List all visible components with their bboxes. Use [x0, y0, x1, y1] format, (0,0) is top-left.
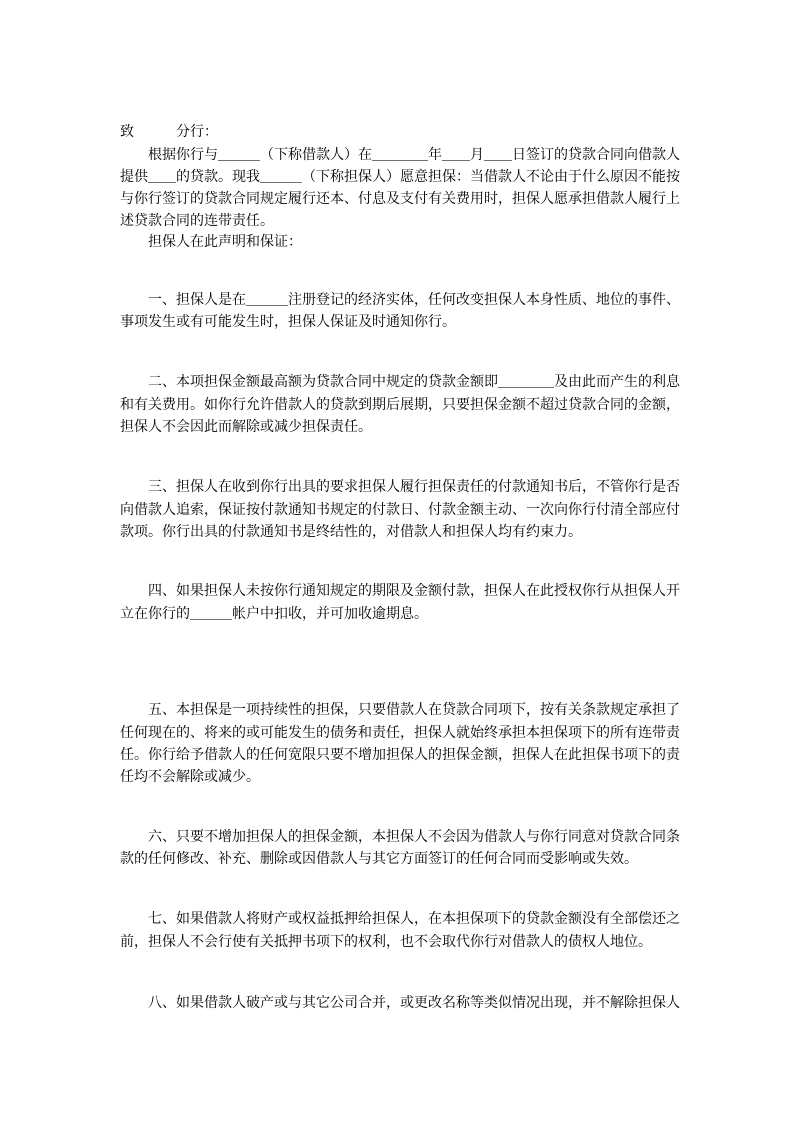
clause-4-line-2: 立在你行的＿＿＿帐户中扣收，并可加收逾期息。	[120, 606, 428, 622]
clause-2-line-3: 担保人不会因此而解除或减少担保责任。	[120, 419, 372, 435]
clause-7-line-1: 七、如果借款人将财产或权益抵押给担保人，在本担保项下的贷款金额没有全部偿还之	[148, 911, 680, 927]
clause-1-line-1: 一、担保人是在＿＿＿注册登记的经济实体，任何改变担保人本身性质、地位的事件、	[148, 292, 680, 308]
clause-5-line-2: 任何现在的、将来的或可能发生的债务和责任，担保人就始终承担本担保项下的所有连带责	[120, 725, 680, 741]
clause-8-line-1: 八、如果借款人破产或与其它公司合并，或更改名称等类似情况出现，并不解除担保人	[148, 995, 680, 1011]
clause-5-line-3: 任。你行给予借款人的任何宽限只要不增加担保人的担保金额，担保人在此担保书项下的责	[120, 747, 680, 763]
clause-3-line-1: 三、担保人在收到你行出具的要求担保人履行担保责任的付款通知书后，不管你行是否	[148, 479, 680, 495]
clause-6-line-2: 款的任何修改、补充、删除或因借款人与其它方面签订的任何合同而受影响或失效。	[120, 851, 638, 867]
clause-3-line-2: 向借款人追索，保证按付款通知书规定的付款日、付款金额主动、一次向你行付清全部应付	[120, 502, 680, 518]
intro-line-2: 提供＿＿的贷款。现我＿＿＿（下称担保人）愿意担保：当借款人不论由于什么原因不能按	[120, 169, 680, 185]
clause-6-line-1: 六、只要不增加担保人的担保金额，本担保人不会因为借款人与你行同意对贷款合同条	[148, 829, 680, 845]
clause-4-line-1: 四、如果担保人未按你行通知规定的期限及金额付款，担保人在此授权你行从担保人开	[148, 583, 680, 599]
intro-line-3: 与你行签订的贷款合同规定履行还本、付息及支付有关费用时，担保人愿承担借款人履行上	[120, 191, 680, 207]
intro-line-1: 根据你行与＿＿＿（下称借款人）在＿＿＿＿年＿＿月＿＿日签订的贷款合同向借款人	[148, 147, 680, 163]
clause-3-line-3: 款项。你行出具的付款通知书是终结性的，对借款人和担保人均有约束力。	[120, 524, 582, 540]
clause-2-line-2: 和有关费用。如你行允许借款人的贷款到期后展期，只要担保金额不超过贷款合同的金额，	[120, 397, 680, 413]
intro-line-4: 述贷款合同的连带责任。	[120, 213, 274, 229]
clause-5-line-1: 五、本担保是一项持续性的担保，只要借款人在贷款合同项下，按有关条款规定承担了	[148, 702, 680, 718]
salutation-prefix: 致	[120, 124, 134, 140]
clause-2-line-1: 二、本项担保金额最高额为贷款合同中规定的贷款金额即＿＿＿＿及由此而产生的利息	[148, 374, 680, 390]
statement-line: 担保人在此声明和保证：	[148, 234, 302, 250]
clause-7-line-2: 前，担保人不会行使有关抵押书项下的权利，也不会取代你行对借款人的债权人地位。	[120, 934, 652, 950]
clause-1-line-2: 事项发生或有可能发生时，担保人保证及时通知你行。	[120, 314, 456, 330]
salutation-branch: 分行：	[176, 124, 218, 140]
clause-5-line-4: 任均不会解除或减少。	[120, 769, 260, 785]
